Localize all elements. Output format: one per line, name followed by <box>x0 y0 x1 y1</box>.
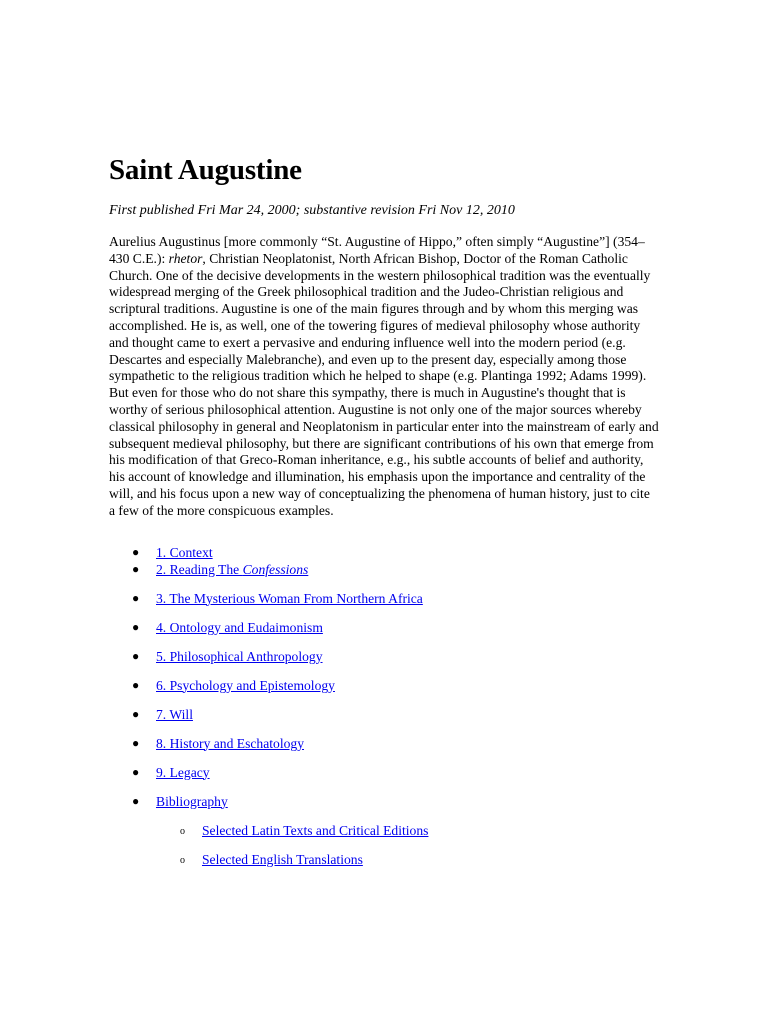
intro-emphasis: rhetor <box>168 250 203 266</box>
bullet-icon: ● <box>132 677 140 692</box>
bullet-icon: ● <box>132 619 140 634</box>
toc-item-context <box>109 544 659 561</box>
table-of-contents <box>109 544 659 868</box>
toc-link-confessions[interactable] <box>156 562 308 577</box>
toc-link-will[interactable]: 7. Will <box>156 706 193 722</box>
toc-link-legacy[interactable]: 9. Legacy <box>156 764 210 780</box>
circle-bullet-icon: o <box>180 825 185 837</box>
toc-link-latin-texts[interactable]: Selected Latin Texts and Critical Editions <box>202 822 429 838</box>
toc-link-psychology[interactable]: 6. Psychology and Epistemology <box>156 677 335 693</box>
publication-info: First published Fri Mar 24, 2000; substantive revision Fri Nov 12, 2010 <box>109 203 515 218</box>
bullet-icon: ● <box>132 764 140 779</box>
toc-item-history <box>109 735 659 752</box>
toc-link-confessions-emphasis: Confessions <box>242 561 309 577</box>
toc-link-confessions-prefix: 2. Reading The <box>156 561 243 577</box>
bullet-icon: ● <box>132 706 140 721</box>
toc-link-bibliography[interactable]: Bibliography <box>156 793 228 809</box>
toc-item-psychology <box>109 677 659 694</box>
toc-subitem-latin-texts <box>156 822 659 839</box>
toc-link-mysterious-woman[interactable]: 3. The Mysterious Woman From Northern Africa <box>156 590 423 606</box>
toc-item-will <box>109 706 659 723</box>
toc-subitem-english-translations <box>156 851 659 868</box>
toc-item-bibliography <box>109 793 659 868</box>
bullet-icon: ● <box>132 590 140 605</box>
toc-link-english-translations[interactable]: Selected English Translations <box>202 851 363 867</box>
bullet-icon: ● <box>132 648 140 663</box>
toc-item-legacy <box>109 764 659 781</box>
intro-text-start: Aurelius Augustinus [more commonly “St. Augustine of Hippo,” often simply “Augustine”] (354–430 C.E.): <box>109 234 645 266</box>
bullet-icon: ● <box>132 735 140 750</box>
toc-item-ontology <box>109 619 659 636</box>
bibliography-sublist <box>156 822 659 868</box>
bullet-icon: ● <box>132 544 140 559</box>
circle-bullet-icon: o <box>180 854 185 866</box>
intro-paragraph <box>109 234 659 520</box>
toc-link-history[interactable]: 8. History and Eschatology <box>156 735 304 751</box>
page-title: Saint Augustine <box>109 154 302 186</box>
article <box>109 152 659 868</box>
toc-link-context[interactable]: 1. Context <box>156 544 213 560</box>
bullet-icon: ● <box>132 561 140 576</box>
intro-text-rest: , Christian Neoplatonist, North African Bishop, Doctor of the Roman Catholic Church. One of the decisive developments in the western philosophical tradition was the eventually widespread merging of the Greek philosophical tradition and the Judeo-Christian religious and scriptural traditions. Augustine is one of the main figures through and by whom this merging was accomplished. He is, as well, one of the towering figures of medieval philosophy whose authority and thought came to exert a pervasive and enduring influence well into the modern period (e.g. Descartes and especially Malebranche), and even up to the present day, especially among those sympathetic to the religious tradition which he helped to shape (e.g. Plantinga 1992; Adams 1999). But even for those who do not share this sympathy, there is much in Augustine's thought that is worthy of serious philosophical attention. Augustine is not only one of the major sources whereby classical philosophy in general and Neoplatonism in particular enter into the mainstream of early and subsequent medieval philosophy, but there are significant contributions of his own that emerge from his modification of that Greco-Roman inheritance, e.g., his subtle accounts of belief and authority, his account of knowledge and illumination, his emphasis upon the importance and centrality of the will, and his focus upon a new way of conceptualizing the phenomena of human history, just to cite a few of the more conspicuous examples. <box>109 250 659 518</box>
toc-link-ontology[interactable]: 4. Ontology and Eudaimonism <box>156 619 323 635</box>
toc-item-mysterious-woman <box>109 590 659 607</box>
bullet-icon: ● <box>132 793 140 808</box>
toc-item-confessions <box>109 561 659 578</box>
toc-item-anthropology <box>109 648 659 665</box>
toc-link-anthropology[interactable]: 5. Philosophical Anthropology <box>156 648 323 664</box>
